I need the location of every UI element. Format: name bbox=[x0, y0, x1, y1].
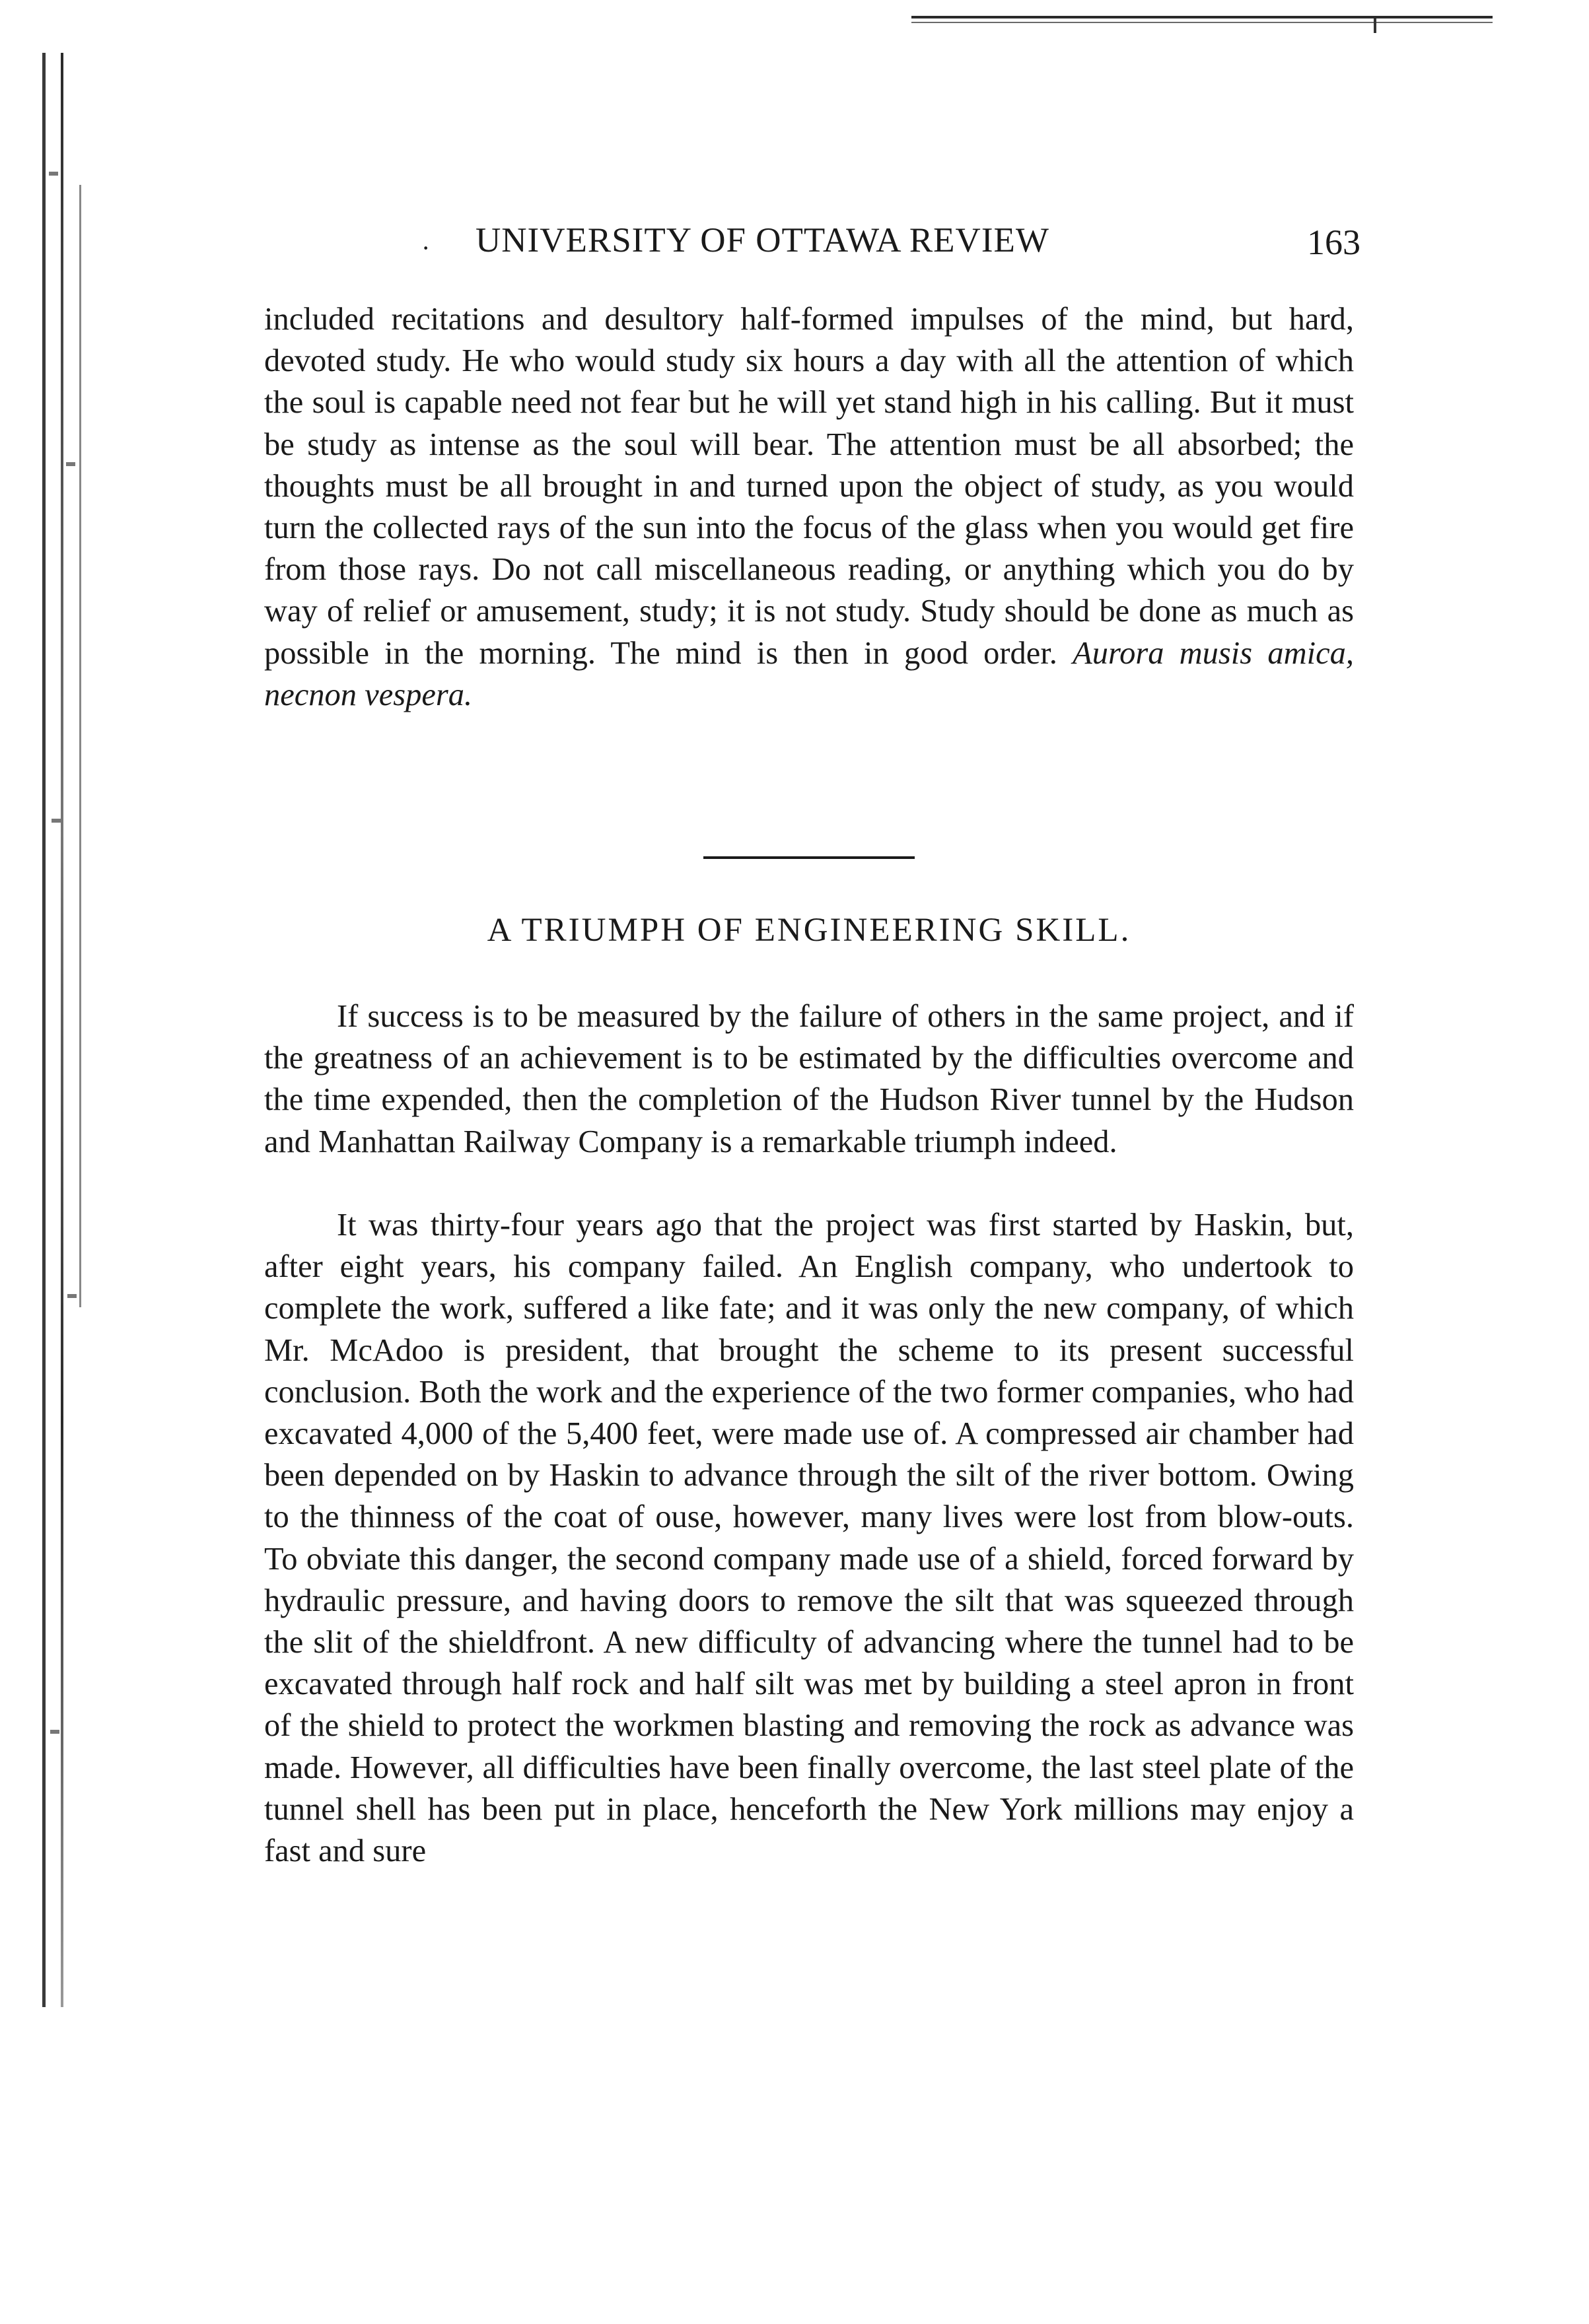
binding-speck bbox=[67, 1294, 77, 1298]
paragraph-intro: If success is to be measured by the failure of others in the same project, and if the greatness of an achievement is to be estimated by the difficulties overcome and the time expended, then the completion of the Hudson River tunnel by the Hudson and Manhattan Railway Company is a remarkable triumph indeed. bbox=[264, 999, 1354, 1159]
paragraph-study-advice-text: included recitations and desultory half-formed impulses of the mind, but hard, devoted study. He who would study six hours a day with all the attention of which the soul is capable need not fear but he will yet stand high in his calling. But it must be study as intense as the soul will bear. The attention must be all absorbed; the thoughts must be all brought in and turned upon the object of study, as you would turn the collected rays of the sun into the focus of the glass when you would get fire from those rays. Do not call miscellaneous reading, or anything which you do by way of relief or amusement, study; it is not study. Study should be done as much as possible in the morning. The mind is then in good order. bbox=[264, 302, 1354, 671]
top-margin-rule bbox=[911, 16, 1493, 18]
section-divider bbox=[703, 856, 915, 859]
paragraph-study-advice bbox=[264, 298, 1354, 716]
binding-line-middle bbox=[61, 53, 63, 2007]
top-margin-rule-thin bbox=[911, 22, 1493, 23]
binding-speck bbox=[66, 462, 75, 466]
binding-line-inner bbox=[79, 185, 81, 1307]
binding-line-outer bbox=[42, 53, 46, 2007]
journal-title: UNIVERSITY OF OTTAWA REVIEW bbox=[476, 221, 1049, 259]
section-title: A TRIUMPH OF ENGINEERING SKILL. bbox=[487, 912, 1131, 949]
page-number: 163 bbox=[1307, 222, 1360, 262]
top-margin-tick bbox=[1374, 18, 1376, 33]
latin-phrase: Aurora musis amica, necnon vespera. bbox=[264, 635, 1354, 712]
paragraph-history: It was thirty-four years ago that the project was first started by Haskin, but, after eight years, his company failed. An English company, who undertook to complete the work, suffered a like fate; and it was only the new company, of which Mr. McAdoo is president, that brought the scheme to its present successful conclusion. Both the work and the experience of the two former companies, who had excavated 4,000 of the 5,400 feet, were made use of. A compressed air chamber had been depended on by Haskin to advance through the silt of the river bottom. Owing to the thinness of the coat of ouse, however, many lives were lost from blow-outs. To obviate this danger, the second company made use of a shield, forced forward by hydraulic pressure, and having doors to remove the silt that was squeezed through the slit of the shieldfront. A new difficulty of advancing where the tunnel had to be excavated through half rock and half silt was met by building a steel apron in front of the shield to protect the workmen blasting and removing the rock as advance was made. However, all difficulties have been finally overcome, the last steel plate of the tunnel shell has been put in place, henceforth the New York millions may enjoy a fast and sure bbox=[264, 1208, 1354, 1869]
running-header bbox=[264, 218, 1360, 271]
binding-speck bbox=[50, 1730, 59, 1734]
binding-speck bbox=[49, 172, 58, 176]
page-binding-edge bbox=[20, 53, 79, 2007]
header-bullet: · bbox=[421, 233, 431, 263]
binding-speck bbox=[52, 819, 61, 823]
